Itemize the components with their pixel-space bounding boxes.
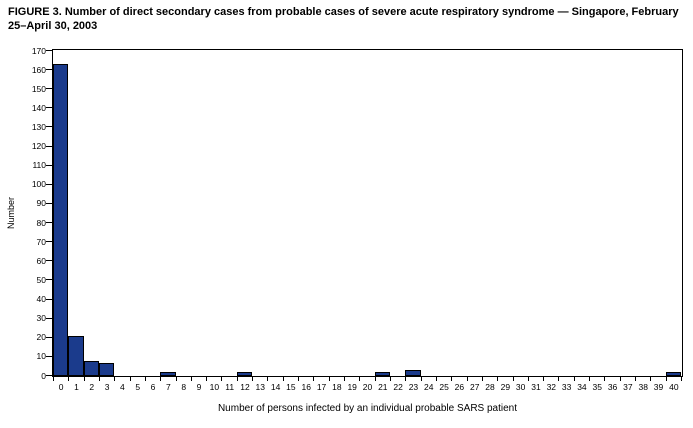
bar-x3: [99, 363, 114, 376]
x-tick-label-3: 3: [104, 382, 110, 392]
x-axis-label: Number of persons infected by an individual probable SARS patient: [217, 403, 518, 414]
x-tick-34: [574, 377, 575, 381]
y-tick-label-70: 70: [36, 236, 46, 247]
y-axis-label: Number: [6, 197, 16, 230]
y-tick-label-160: 160: [31, 64, 46, 75]
y-tick-label-0: 0: [41, 370, 46, 381]
y-tick-label-150: 150: [31, 83, 46, 94]
y-tick-label-110: 110: [32, 160, 46, 171]
x-tick-label-33: 33: [561, 382, 572, 392]
y-tick-120: [46, 146, 52, 147]
x-tick-39: [650, 377, 651, 381]
x-tick-label-4: 4: [120, 382, 125, 392]
y-tick-label-10: 10: [36, 351, 46, 362]
x-tick-label-28: 28: [485, 382, 495, 392]
x-tick-4: [114, 377, 115, 381]
y-tick-label-120: 120: [31, 141, 46, 152]
x-tick-19: [344, 377, 345, 381]
x-tick-label-20: 20: [362, 382, 373, 392]
y-tick-label-30: 30: [36, 313, 46, 324]
x-tick-label-21: 21: [378, 382, 388, 392]
y-tick-label-50: 50: [36, 274, 46, 285]
x-tick-label-13: 13: [255, 382, 265, 392]
x-tick-label-34: 34: [577, 382, 587, 392]
x-tick-31: [528, 377, 529, 381]
y-tick-label-140: 140: [31, 102, 46, 113]
x-tick-label-0: 0: [58, 382, 64, 392]
x-tick-label-6: 6: [150, 382, 156, 392]
x-tick-label-38: 38: [638, 382, 648, 392]
y-tick-label-80: 80: [36, 217, 46, 228]
x-tick-2: [84, 377, 85, 381]
x-tick-5: [130, 377, 131, 381]
bar-x12: [237, 372, 252, 376]
figure-title: [8, 5, 687, 33]
x-tick-label-7: 7: [166, 382, 171, 392]
x-tick-label-37: 37: [623, 382, 633, 392]
x-tick-label-40: 40: [669, 382, 679, 392]
x-tick-label-32: 32: [546, 382, 557, 392]
x-tick-label-1: 1: [74, 382, 79, 392]
x-tick-label-29: 29: [500, 382, 511, 392]
x-tick-12: [237, 377, 238, 381]
x-tick-label-35: 35: [592, 382, 602, 392]
y-tick-140: [46, 107, 52, 108]
y-tick-20: [46, 337, 52, 338]
x-tick-0: [53, 377, 54, 381]
x-tick-18: [329, 377, 330, 381]
x-tick-label-36: 36: [607, 382, 618, 392]
y-tick-label-90: 90: [36, 198, 46, 209]
x-tick-35: [589, 377, 590, 381]
x-tick-8: [176, 377, 177, 381]
y-tick-70: [46, 241, 52, 242]
x-tick-30: [513, 377, 514, 381]
x-tick-label-14: 14: [270, 382, 281, 392]
x-tick-label-22: 22: [393, 382, 403, 392]
x-tick-label-17: 17: [316, 382, 327, 392]
bar-x7: [160, 372, 175, 376]
y-tick-130: [46, 126, 52, 127]
x-tick-38: [635, 377, 636, 381]
y-tick-label-40: 40: [36, 294, 46, 305]
x-tick-24: [421, 377, 422, 381]
bar-x40: [666, 372, 681, 376]
y-tick-100: [46, 184, 52, 185]
y-tick-label-100: 100: [31, 179, 46, 190]
x-tick-21: [375, 377, 376, 381]
x-tick-7: [160, 377, 161, 381]
x-tick-label-9: 9: [196, 382, 202, 392]
x-tick-37: [620, 377, 621, 381]
y-tick-0: [46, 375, 52, 376]
x-tick-label-19: 19: [347, 382, 357, 392]
x-tick-22: [390, 377, 391, 381]
x-tick-label-10: 10: [209, 382, 220, 392]
y-tick-label-170: 170: [31, 45, 46, 56]
y-tick-170: [46, 50, 52, 51]
x-tick-33: [558, 377, 559, 381]
x-tick-14: [267, 377, 268, 381]
x-tick-3: [99, 377, 100, 381]
x-tick-40: [666, 377, 667, 381]
y-tick-50: [46, 279, 52, 280]
y-tick-110: [46, 165, 52, 166]
x-tick-label-26: 26: [454, 382, 465, 392]
y-tick-160: [46, 69, 52, 70]
x-tick-label-2: 2: [89, 382, 95, 392]
x-tick-label-25: 25: [439, 382, 449, 392]
x-tick-17: [313, 377, 314, 381]
x-tick-13: [252, 377, 253, 381]
x-tick-label-18: 18: [332, 382, 342, 392]
y-tick-90: [46, 203, 52, 204]
x-tick-32: [543, 377, 544, 381]
x-tick-label-5: 5: [135, 382, 141, 392]
x-tick-label-24: 24: [424, 382, 434, 392]
y-tick-60: [46, 260, 52, 261]
x-tick-41: [681, 377, 682, 381]
bar-x2: [84, 361, 99, 376]
y-tick-label-20: 20: [36, 332, 46, 343]
x-tick-1: [68, 377, 69, 381]
x-tick-25: [436, 377, 437, 381]
x-tick-15: [283, 377, 284, 381]
x-tick-label-39: 39: [653, 382, 664, 392]
x-tick-11: [221, 377, 222, 381]
x-tick-label-11: 11: [225, 382, 235, 392]
y-tick-80: [46, 222, 52, 223]
y-tick-10: [46, 356, 52, 357]
x-tick-23: [405, 377, 406, 381]
y-tick-30: [46, 318, 52, 319]
x-tick-label-16: 16: [301, 382, 311, 392]
x-tick-label-12: 12: [240, 382, 250, 392]
bar-x0: [53, 64, 68, 376]
x-tick-28: [482, 377, 483, 381]
x-tick-label-23: 23: [408, 382, 419, 392]
x-tick-27: [467, 377, 468, 381]
x-tick-26: [451, 377, 452, 381]
x-tick-label-30: 30: [515, 382, 526, 392]
x-tick-36: [604, 377, 605, 381]
x-tick-20: [359, 377, 360, 381]
figure-title-line2: 25–April 30, 2003: [8, 20, 98, 32]
plot-area: [52, 49, 683, 377]
x-tick-10: [206, 377, 207, 381]
x-tick-label-31: 31: [531, 382, 541, 392]
x-tick-label-27: 27: [469, 382, 480, 392]
x-tick-16: [298, 377, 299, 381]
x-tick-9: [191, 377, 192, 381]
y-tick-label-60: 60: [36, 255, 46, 266]
figure-title-line1: FIGURE 3. Number of direct secondary cases from probable cases of severe acute respiratory syndrome — Singapore, February: [8, 6, 679, 18]
bar-x1: [68, 336, 83, 376]
bar-x21: [375, 372, 390, 376]
x-tick-label-15: 15: [286, 382, 296, 392]
y-tick-40: [46, 299, 52, 300]
x-tick-29: [497, 377, 498, 381]
bar-x23: [405, 370, 420, 376]
y-tick-150: [46, 88, 52, 89]
x-tick-6: [145, 377, 146, 381]
x-tick-label-8: 8: [181, 382, 187, 392]
y-tick-label-130: 130: [31, 121, 46, 132]
